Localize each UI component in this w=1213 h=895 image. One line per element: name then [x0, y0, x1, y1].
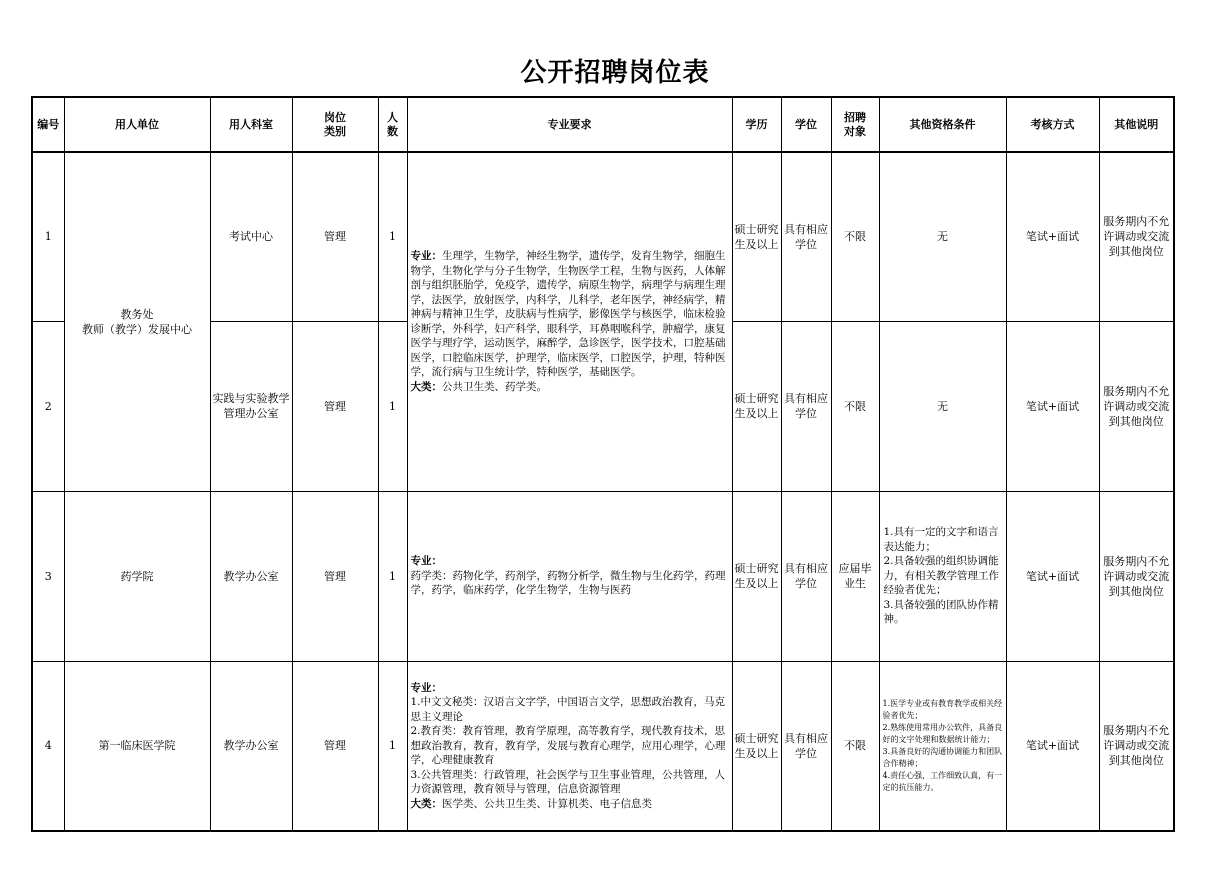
- cell-degree: 具有相应学位: [781, 661, 831, 831]
- header-post-type: 岗位类别: [292, 97, 378, 152]
- cell-dept: 考试中心: [210, 152, 292, 321]
- cell-unit: 教务处 教师（教学）发展中心: [64, 152, 210, 491]
- major-line: 1.中文文秘类：汉语言文字学，中国语言文学，思想政治教育，马克思主义理论: [410, 696, 726, 723]
- cell-edu: 硕士研究生及以上: [732, 661, 781, 831]
- cell-count: 1: [378, 661, 407, 831]
- recruitment-table: [31, 96, 1175, 832]
- header-row: [32, 97, 1174, 152]
- major-line: 3.公共管理类：行政管理，社会医学与卫生事业管理，公共管理，人力资源管理，教育领导与管理，信息资源管理: [410, 768, 726, 795]
- category-label: 大类：: [410, 380, 442, 393]
- cell-target: 不限: [831, 661, 879, 831]
- header-notes: 其他说明: [1099, 97, 1174, 152]
- cell-edu: 硕士研究生及以上: [732, 152, 781, 321]
- category-label: 大类：: [410, 797, 442, 810]
- major-label: 专业：: [410, 250, 442, 263]
- cell-post-type: 管理: [292, 661, 378, 831]
- header-dept: 用人科室: [210, 97, 292, 152]
- major-text: 药学类：药物化学，药剂学，药物分析学，微生物与生化药学，药理学，药学，临床药学，化学生物学，生物与医药: [410, 569, 726, 597]
- cell-target: 应届毕业生: [831, 491, 879, 661]
- header-major: 专业要求: [407, 97, 732, 152]
- cell-target: 不限: [831, 321, 879, 491]
- cell-exam: 笔试+面试: [1006, 152, 1099, 321]
- other-req-line: 3.具备较强的团队协作精神。: [883, 598, 999, 626]
- cell-exam: 笔试+面试: [1006, 661, 1099, 831]
- cell-other-req: [879, 661, 1006, 831]
- page-title: 公开招聘岗位表: [520, 58, 710, 88]
- cell-edu: 硕士研究生及以上: [732, 321, 781, 491]
- cell-major: [407, 661, 732, 831]
- header-edu: 学历: [732, 97, 781, 152]
- cell-edu: 硕士研究生及以上: [732, 491, 781, 661]
- cell-other-req: [879, 491, 1006, 661]
- header-exam: 考核方式: [1006, 97, 1099, 152]
- cell-notes: 服务期内不允许调动或交流到其他岗位: [1099, 491, 1174, 661]
- cell-post-type: 管理: [292, 321, 378, 491]
- category-text: 公共卫生类、药学类。: [442, 380, 547, 393]
- header-degree: 学位: [781, 97, 831, 152]
- category-text: 医学类、公共卫生类、计算机类、电子信息类: [442, 797, 652, 810]
- table-row: [32, 152, 1174, 321]
- other-req-line: 3.具备良好的沟通协调能力和团队合作精神；: [882, 746, 1003, 768]
- cell-post-type: 管理: [292, 491, 378, 661]
- cell-exam: 笔试+面试: [1006, 491, 1099, 661]
- cell-major: [407, 491, 732, 661]
- header-target: 招聘对象: [831, 97, 879, 152]
- table-row: [32, 491, 1174, 661]
- cell-notes: 服务期内不允许调动或交流到其他岗位: [1099, 152, 1174, 321]
- cell-dept: 教学办公室: [210, 491, 292, 661]
- cell-unit: 药学院: [64, 491, 210, 661]
- cell-unit: 第一临床医学院: [64, 661, 210, 831]
- cell-other-req: 无: [879, 152, 1006, 321]
- cell-degree: 具有相应学位: [781, 321, 831, 491]
- cell-target: 不限: [831, 152, 879, 321]
- cell-other-req: 无: [879, 321, 1006, 491]
- header-unit: 用人单位: [64, 97, 210, 152]
- cell-count: 1: [378, 321, 407, 491]
- cell-dept: 实践与实验教学管理办公室: [210, 321, 292, 491]
- cell-no: 2: [32, 321, 64, 491]
- header-count: 人数: [378, 97, 407, 152]
- cell-degree: 具有相应学位: [781, 152, 831, 321]
- cell-no: 1: [32, 152, 64, 321]
- other-req-line: 4.责任心强，工作细致认真，有一定的抗压能力。: [882, 770, 1003, 792]
- header-no: 编号: [32, 97, 64, 152]
- cell-degree: 具有相应学位: [781, 491, 831, 661]
- other-req-line: 2.具备较强的组织协调能力，有相关教学管理工作经验者优先；: [883, 555, 999, 597]
- major-label: 专业：: [410, 555, 442, 568]
- cell-post-type: 管理: [292, 152, 378, 321]
- cell-count: 1: [378, 152, 407, 321]
- table-row: [32, 661, 1174, 831]
- header-other-req: 其他资格条件: [879, 97, 1006, 152]
- cell-notes: 服务期内不允许调动或交流到其他岗位: [1099, 661, 1174, 831]
- major-label: 专业：: [410, 681, 442, 694]
- cell-count: 1: [378, 491, 407, 661]
- other-req-line: 1.具有一定的文字和语言表达能力；: [883, 526, 999, 553]
- other-req-line: 1.医学专业或有教育教学或相关经验者优先；: [882, 698, 1003, 720]
- cell-notes: 服务期内不允许调动或交流到其他岗位: [1099, 321, 1174, 491]
- cell-major: [407, 152, 732, 491]
- major-text: 生理学，生物学，神经生物学，遗传学，发育生物学，细胞生物学，生物化学与分子生物学，生物医学工程，生物与医药，人体解剖与组织胚胎学，免疫学，遗传学，病原生物学，病理学与病理生理学，法医学，放射医学，内科学，儿科学，老年医学，神经病学，精神病与精神卫生学，皮肤病与性病学，影像医学与核医学，临床检验诊断学，外科学，妇产科学，眼科学，耳鼻咽喉科学，肿瘤学，康复医学与理疗学，运动医学，麻醉学，急诊医学，医学技术，口腔基础医学，口腔临床医学，护理学，临床医学，口腔医学，护理，特种医学，流行病与卫生统计学，特种医学，基础医学。: [410, 250, 726, 379]
- cell-exam: 笔试+面试: [1006, 321, 1099, 491]
- other-req-line: 2.熟练使用常用办公软件，具备良好的文字处理和数据统计能力；: [882, 722, 1003, 744]
- cell-no: 4: [32, 661, 64, 831]
- cell-dept: 教学办公室: [210, 661, 292, 831]
- major-line: 2.教育类：教育管理，教育学原理，高等教育学，现代教育技术，思想政治教育，教育，教育学，发展与教育心理学，应用心理学，心理学，心理健康教育: [410, 725, 726, 766]
- cell-no: 3: [32, 491, 64, 661]
